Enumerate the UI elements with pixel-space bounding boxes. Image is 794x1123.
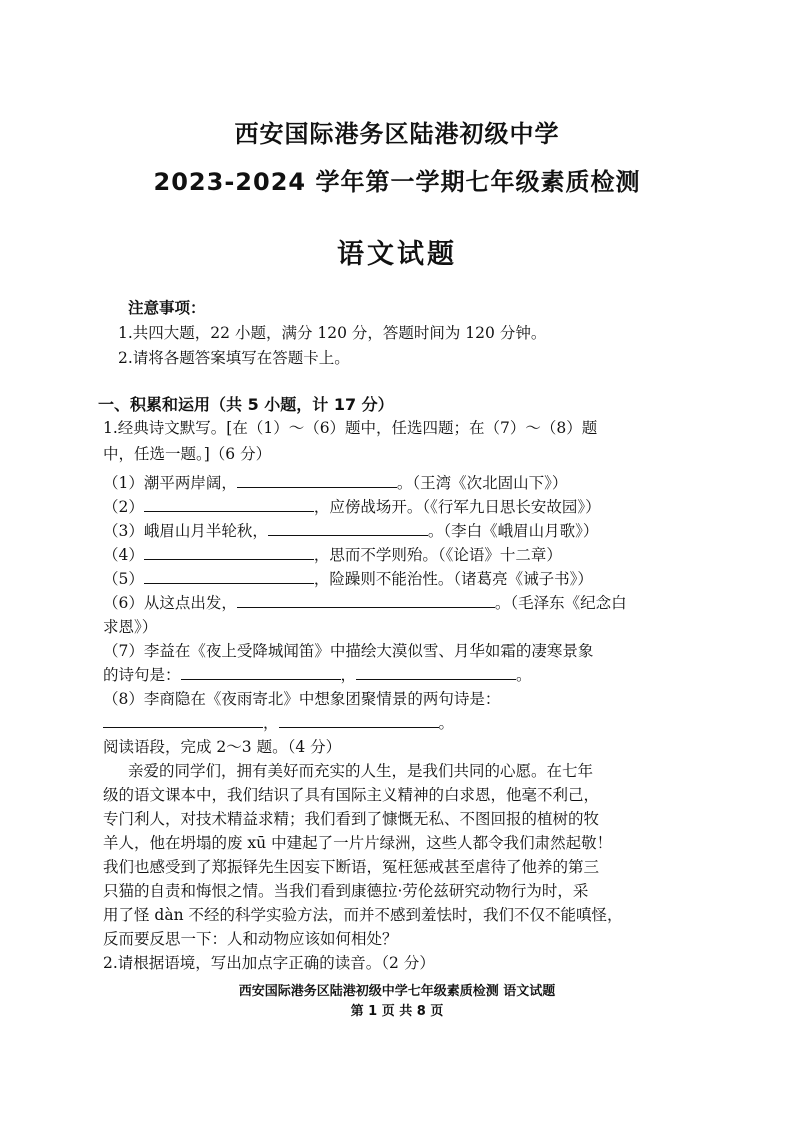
recite-item-6	[103, 592, 627, 614]
recite-item-1-prefix: （1）潮平两岸阔，	[103, 474, 237, 492]
recite-item-2-prefix: （2）	[103, 498, 144, 516]
q1-line-2: 中，任选一题。]（6 分）	[103, 445, 272, 463]
recite-item-5-suffix: ，险躁则不能治性。（诸葛亮《诫子书》）	[313, 570, 593, 588]
recite-item-5-prefix: （5）	[103, 570, 144, 588]
term-title: 2023-2024 学年第一学期七年级素质检测	[153, 168, 641, 196]
q1-line-1: 1.经典诗文默写。[在（1）～（6）题中，任选四题；在（7）～（8）题	[103, 419, 598, 437]
reading-paragraph-line: 我们也感受到了郑振铎先生因妄下断语，冤枉惩戒甚至虐待了他养的第三	[103, 858, 600, 876]
answer-blank[interactable]	[144, 496, 314, 512]
notice-item-1: 1.共四大题，22 小题，满分 120 分，答题时间为 120 分钟。	[118, 324, 547, 342]
recite-item-1	[103, 472, 567, 494]
answer-blank[interactable]	[181, 664, 341, 680]
recite-item-6-cont: 求恩》）	[103, 618, 158, 636]
recite-item-7-suffix: 。	[516, 666, 532, 684]
recite-item-3	[103, 520, 598, 542]
footer-title: 西安国际港务区陆港初级中学七年级素质检测 语文试题	[238, 984, 556, 999]
recite-item-7-prefix: 的诗句是：	[103, 666, 181, 684]
recite-item-6-suffix: 。（毛泽东《纪念白	[494, 594, 627, 612]
reading-paragraph-line: 只猫的自责和悔恨之情。当我们看到康德拉·劳伦兹研究动物行为时，采	[103, 882, 589, 900]
answer-blank[interactable]	[237, 592, 495, 608]
reading-paragraph-line: 级的语文课本中，我们结识了具有国际主义精神的白求恩，他毫不利己，	[103, 786, 600, 804]
recite-item-5	[103, 568, 593, 590]
answer-blank[interactable]	[144, 544, 314, 560]
reading-paragraph-line: 反而要反思一下：人和动物应该如何相处？	[103, 930, 398, 948]
reading-paragraph-line: 羊人，他在坍塌的废 xū 中建起了一片片绿洲，这些人都令我们肃然起敬！	[103, 834, 613, 852]
page-number: 第 1 页 共 8 页	[350, 1004, 444, 1019]
recite-item-8-suffix: 。	[438, 714, 455, 732]
recite-item-3-suffix: 。（李白《峨眉山月歌》）	[427, 522, 599, 540]
notice-item-2: 2.请将各题答案填写在答题卡上。	[118, 349, 350, 367]
answer-blank[interactable]	[268, 520, 428, 536]
recite-item-1-suffix: 。（王湾《次北固山下》）	[396, 474, 568, 492]
recite-item-8-line-2	[103, 712, 454, 734]
notice-heading: 注意事项：	[128, 299, 206, 317]
question-2: 2.请根据语境，写出加点字正确的读音。（2 分）	[103, 954, 435, 972]
recite-item-7-line-1: （7）李益在《夜上受降城闻笛》中描绘大漠似雪、月华如霜的凄寒景象	[103, 642, 594, 660]
reading-paragraph-line: 亲爱的同学们，拥有美好而充实的人生，是我们共同的心愿。在七年	[128, 762, 594, 780]
answer-blank[interactable]	[103, 712, 263, 728]
subject-title: 语文试题	[337, 239, 457, 270]
section1-heading: 一、积累和运用（共 5 小题，计 17 分）	[98, 395, 394, 414]
recite-item-6-prefix: （6）从这点出发，	[103, 594, 237, 612]
recite-item-4-prefix: （4）	[103, 546, 144, 564]
reading-paragraph-line: 用了怪 dàn 不经的科学实验方法，而并不感到羞怯时，我们不仅不能嗔怪，	[103, 906, 623, 924]
reading-paragraph-line: 专门利人，对技术精益求精；我们看到了慷慨无私、不图回报的植树的牧	[103, 810, 600, 828]
recite-item-2	[103, 496, 601, 518]
recite-item-2-suffix: ，应傍战场开。（《行军九日思长安故园》）	[313, 498, 601, 516]
recite-item-8-mid: ，	[263, 714, 279, 732]
recite-item-7-line-2	[103, 664, 532, 686]
answer-blank[interactable]	[144, 568, 314, 584]
reading-intro: 阅读语段，完成 2～3 题。（4 分）	[103, 738, 342, 756]
school-title: 西安国际港务区陆港初级中学	[234, 120, 560, 148]
recite-item-7-mid: ，	[340, 666, 357, 684]
recite-item-4-suffix: ，思而不学则殆。（《论语》十二章）	[313, 546, 562, 564]
recite-item-4	[103, 544, 562, 566]
recite-item-3-prefix: （3）峨眉山月半轮秋，	[103, 522, 268, 540]
answer-blank[interactable]	[279, 712, 439, 728]
recite-item-8-line-1: （8）李商隐在《夜雨寄北》中想象团聚情景的两句诗是：	[103, 690, 501, 708]
answer-blank[interactable]	[356, 664, 516, 680]
answer-blank[interactable]	[237, 472, 397, 488]
